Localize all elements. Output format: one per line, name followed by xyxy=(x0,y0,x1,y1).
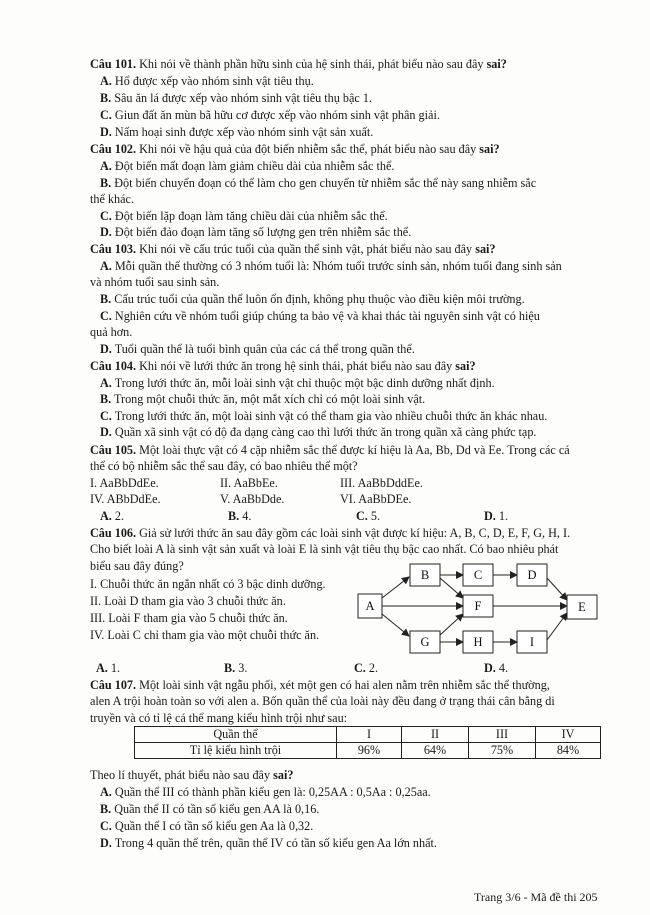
q101-option-d: D. Nấm hoại sinh được xếp vào nhóm sinh vật sản xuất. xyxy=(100,125,374,139)
q105-text-cont: thể có bộ nhiễm sắc thể sau đây, có bao nhiêu thể một? xyxy=(90,459,358,473)
q105-answer-c: C. 5. xyxy=(356,509,381,523)
q102-option-a: A. Đột biến mất đoạn làm giảm chiều dài của nhiễm sắc thể. xyxy=(100,159,395,173)
q104-text: Khi nói về lưới thức ăn trong hệ sinh thái, phát biểu nào sau đây xyxy=(139,359,453,373)
q105-answer-a: A. 2. xyxy=(100,509,125,523)
q102-option-c: C. Đột biến lặp đoạn làm tăng chiều dài của nhiễm sắc thể. xyxy=(100,209,388,223)
q104-option-c: C. Trong lưới thức ăn, một loài sinh vật có thể tham gia vào nhiều chuỗi thức ăn khác nhau. xyxy=(100,409,548,423)
q103-option-a: A. Mỗi quần thể thường có 3 nhóm tuổi là: Nhóm tuổi trước sinh sản, nhóm tuổi đang sinh sản xyxy=(100,259,562,273)
q102-keyword: sai? xyxy=(479,142,500,156)
table-cell: 64% xyxy=(402,743,469,759)
q106-answer-a: A. 1. xyxy=(96,661,121,675)
node-f-label: F xyxy=(474,599,482,613)
q101-option-c: C. Giun đất ăn mùn bã hữu cơ được xếp vào nhóm sinh vật phân giải. xyxy=(100,108,440,122)
table-row xyxy=(135,743,601,759)
q107-option-d: D. Trong 4 quần thể trên, quần thể IV có tần số kiểu gen Aa lớn nhất. xyxy=(100,836,437,850)
node-e-label: E xyxy=(578,600,586,614)
node-d-label: D xyxy=(527,568,537,582)
q102-option-b-cont: thể khác. xyxy=(90,192,134,206)
q103-keyword: sai? xyxy=(475,242,496,256)
q105-text: Một loài thực vật có 4 cặp nhiễm sắc thể được kí hiệu là Aa, Bb, Dd và Ee. Trong các cá xyxy=(139,443,570,457)
edge-a-b xyxy=(382,577,409,598)
q106-answer-c: C. 2. xyxy=(354,661,379,675)
table-header-cell: I xyxy=(337,727,402,743)
q105-item-2: II. AaBbEe. xyxy=(220,476,278,490)
q105-answer-d: D. 1. xyxy=(484,509,509,523)
q103-text: Khi nói về cấu trúc tuổi của quần thể sinh vật, phát biểu nào sau đây xyxy=(139,242,473,256)
table-header-cell: IV xyxy=(536,727,601,743)
q106-answer-d: D. 4. xyxy=(484,661,509,675)
table-cell: 96% xyxy=(337,743,402,759)
q105-item-1: I. AaBbDdEe. xyxy=(90,476,159,490)
q107-table xyxy=(134,726,601,759)
q103-option-d: D. Tuổi quần thể là tuổi bình quân của các cá thể trong quần thể. xyxy=(100,342,415,356)
edge-d-e xyxy=(547,578,567,600)
node-a-label: A xyxy=(365,599,375,613)
q103-option-b: B. Cấu trúc tuổi của quần thể luôn ổn định, không phụ thuộc vào điều kiện môi trường. xyxy=(100,292,525,306)
edge-g-f xyxy=(440,614,463,635)
q102-text: Khi nói về hậu quả của đột biến nhiễm sắc thể, phát biểu nào sau đây xyxy=(139,142,477,156)
q106-number: Câu 106. xyxy=(90,526,137,540)
q101-number: Câu 101. xyxy=(90,57,137,71)
node-i-label: I xyxy=(529,635,535,649)
node-b-label: B xyxy=(420,568,430,582)
q103-option-c-cont: quả hơn. xyxy=(90,325,133,339)
q106-statement-3: III. Loài F tham gia vào 5 chuỗi thức ăn. xyxy=(90,611,288,625)
node-h-label: H xyxy=(473,635,483,649)
q105-number: Câu 105. xyxy=(90,443,137,457)
q106-answer-b: B. 3. xyxy=(224,661,248,675)
q101-keyword: sai? xyxy=(486,57,507,71)
node-c-label: C xyxy=(473,568,483,582)
q107-number: Câu 107. xyxy=(90,678,137,692)
q107-text-cont-1: alen A trội hoàn toàn so với alen a. Bốn quần thể của loài này đều đang ở trạng thái cân bằng di xyxy=(90,694,555,708)
q106-statement-1: I. Chuỗi thức ăn ngắn nhất có 3 bậc dinh dưỡng. xyxy=(90,577,326,591)
q105-answer-b: B. 4. xyxy=(228,509,252,523)
edge-a-g xyxy=(382,614,409,636)
q105-item-3: III. AaBbDddEe. xyxy=(340,476,423,490)
q107-text: Một loài sinh vật ngẫu phối, xét một gen có hai alen nằm trên nhiễm sắc thể thường, xyxy=(139,678,550,692)
table-header-cell: II xyxy=(402,727,469,743)
q104-number: Câu 104. xyxy=(90,359,137,373)
table-cell: 75% xyxy=(469,743,536,759)
table-cell: Tỉ lệ kiểu hình trội xyxy=(135,743,337,759)
node-g-label: G xyxy=(420,635,430,649)
page-footer: Trang 3/6 - Mã đề thi 205 xyxy=(474,890,598,904)
q104-option-d: D. Quần xã sinh vật có độ đa dạng càng cao thì lưới thức ăn trong quần xã càng phức tạp. xyxy=(100,425,537,439)
edge-i-e xyxy=(547,613,567,640)
q102-option-d: D. Đột biến đảo đoạn làm tăng số lượng gen trên nhiễm sắc thể. xyxy=(100,225,412,239)
q103-number: Câu 103. xyxy=(90,242,137,256)
q106-statement-2: II. Loài D tham gia vào 3 chuỗi thức ăn. xyxy=(90,594,286,608)
edge-b-f xyxy=(440,578,463,598)
q101-option-a: A. Hổ được xếp vào nhóm sinh vật tiêu thụ. xyxy=(100,74,314,88)
q104-option-a: A. Trong lưới thức ăn, mỗi loài sinh vật chỉ thuộc một bậc dinh dưỡng nhất định. xyxy=(100,376,495,390)
q105-item-5: V. AaBbDde. xyxy=(220,492,285,506)
q104-option-b: B. Trong một chuỗi thức ăn, một mắt xích chỉ có một loài sinh vật. xyxy=(100,392,426,406)
q101-option-b: B. Sâu ăn lá được xếp vào nhóm sinh vật tiêu thụ bậc 1. xyxy=(100,91,372,105)
q107-stem xyxy=(90,677,550,693)
q106-text-cont-2: biểu sau đây đúng? xyxy=(90,559,184,573)
table-header-cell: Quần thể xyxy=(135,727,337,743)
q106-text-cont-1: Cho biết loài A là sinh vật sản xuất và loài E là sinh vật tiêu thụ bậc cao nhất. Có bao nhiêu phát xyxy=(90,542,559,556)
q103-option-c: C. Nghiên cứu về nhóm tuổi giúp chúng ta bảo vệ và khai thác tài nguyên sinh vật có hiệu xyxy=(100,309,540,323)
table-row xyxy=(135,727,601,743)
q105-item-6: VI. AaBbDEe. xyxy=(340,492,412,506)
q101-text: Khi nói về thành phần hữu sinh của hệ sinh thái, phát biểu nào sau đây xyxy=(139,57,484,71)
q107-option-b: B. Quần thể II có tần số kiểu gen AA là 0,16. xyxy=(100,802,320,816)
q102-number: Câu 102. xyxy=(90,142,137,156)
q105-item-4: IV. ABbDdEe. xyxy=(90,492,161,506)
q104-keyword: sai? xyxy=(455,359,476,373)
q107-prompt: Theo lí thuyết, phát biểu nào sau đây sai? xyxy=(90,768,294,782)
q107-option-c: C. Quần thể I có tần số kiểu gen Aa là 0,32. xyxy=(100,819,314,833)
q106-statement-4: IV. Loài C chỉ tham gia vào một chuỗi thức ăn. xyxy=(90,628,320,642)
q107-text-cont-2: truyền và có tỉ lệ cá thể mang kiểu hình trội như sau: xyxy=(90,711,348,725)
q107-option-a: A. Quần thể III có thành phần kiểu gen là: 0,25AA : 0,5Aa : 0,25aa. xyxy=(100,785,431,799)
q103-option-a-cont: và nhóm tuổi sau sinh sản. xyxy=(90,275,220,289)
q106-text: Giả sử lưới thức ăn sau đây gồm các loài sinh vật được kí hiệu: A, B, C, D, E, F, G, H, I. xyxy=(139,526,571,540)
q102-option-b: B. Đột biến chuyển đoạn có thể làm cho gen chuyển từ nhiễm sắc thể này sang nhiễm sắc xyxy=(100,176,537,190)
table-cell: 84% xyxy=(536,743,601,759)
table-header-cell: III xyxy=(469,727,536,743)
